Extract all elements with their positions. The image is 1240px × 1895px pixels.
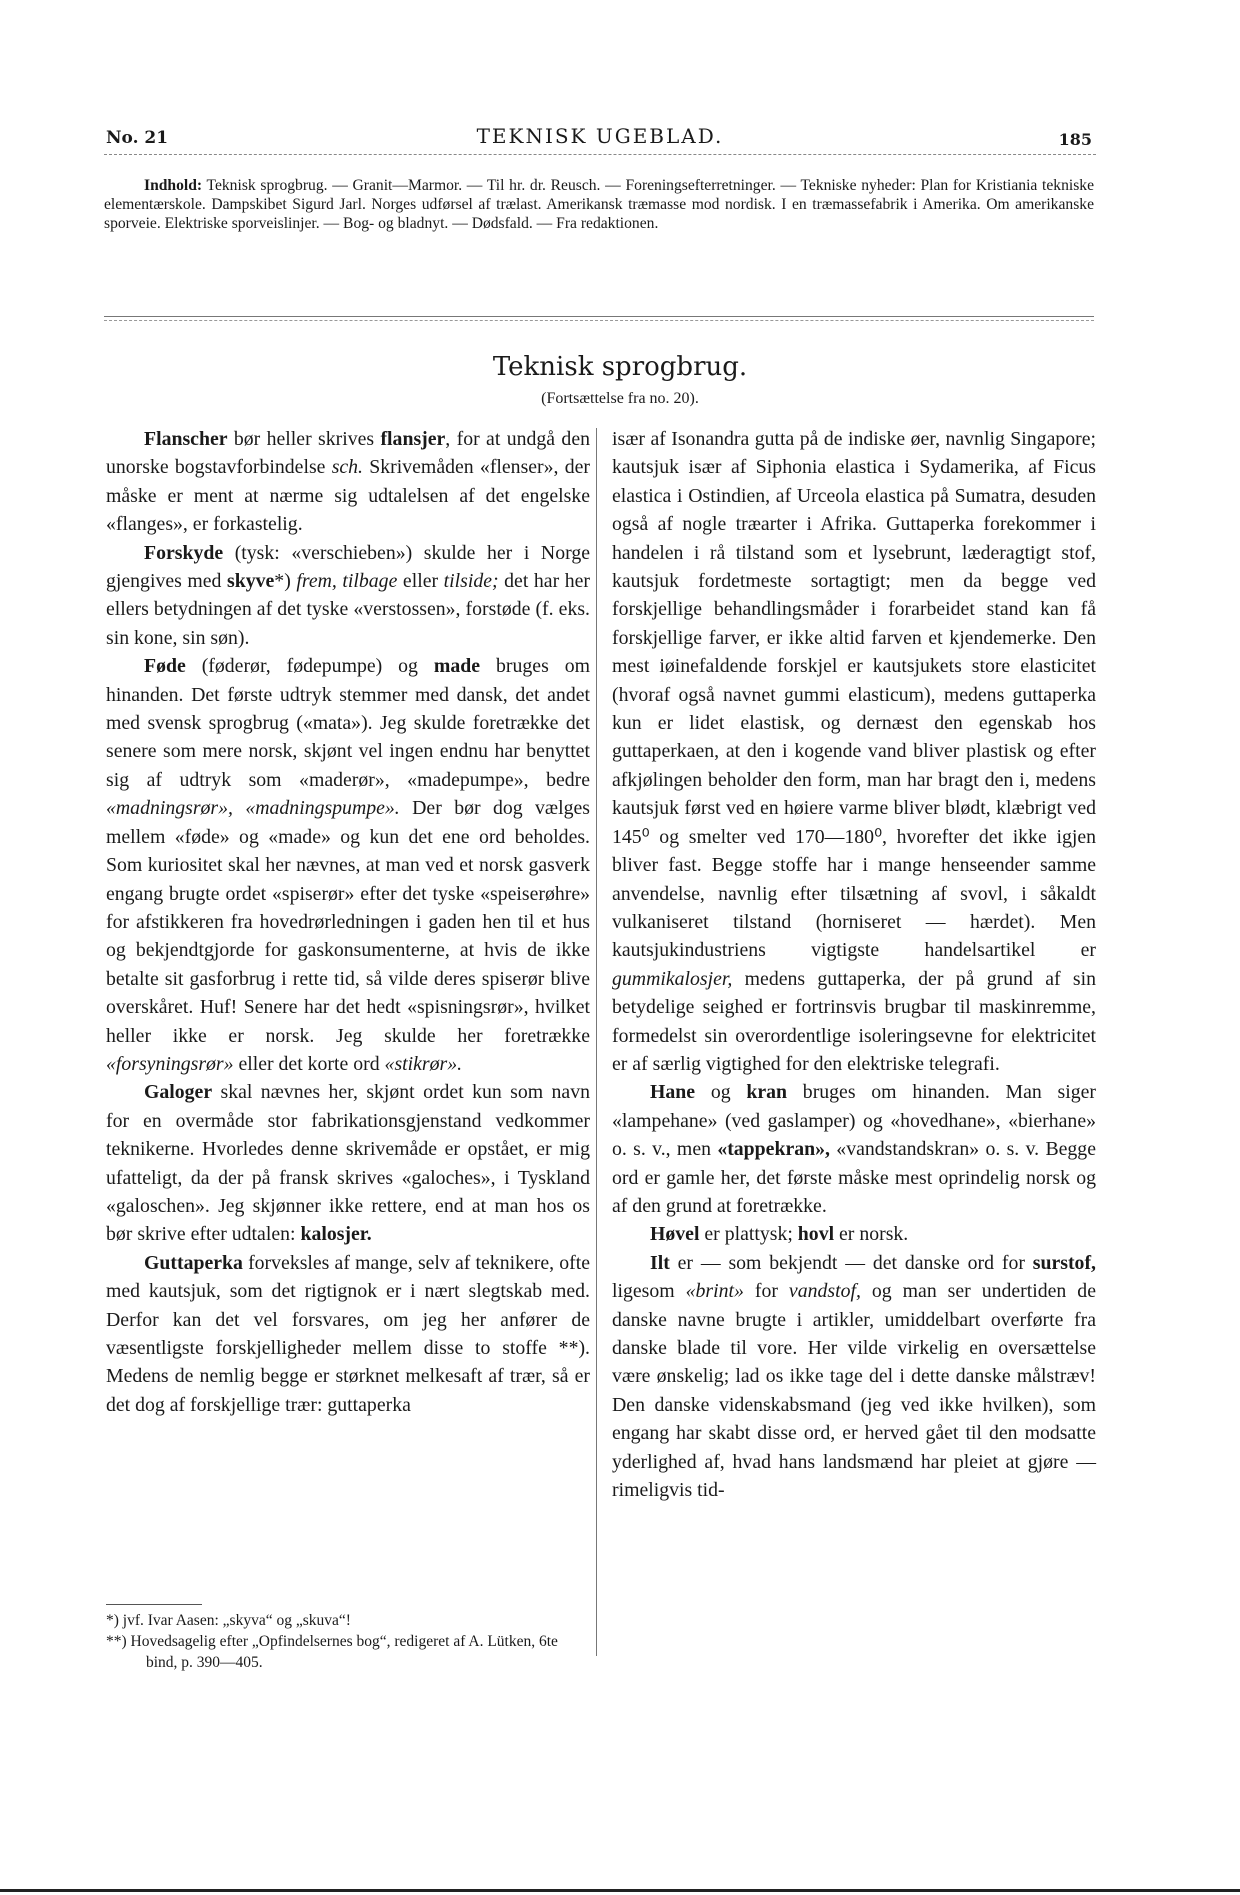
emphasis: vandstof, <box>788 1280 861 1303</box>
running-header <box>104 118 1096 152</box>
keyword: surstof, <box>1032 1251 1096 1274</box>
text-run: Der bør dog vælges mellem «føde» og «made» og kun det ene ord beholdes. Som kuriositet skal her nævnes, at man ved et norsk gasverk engang brugte ordet «spiserør» efter det tyske «speiserøhre» for afstikkeren fra hovedrørledningen i gaden hen til et hus og bekjendtgjorde for gaskonsumenterne, at hvis de ikke betalte sit gasforbrug i rette tid, så vilde deres spiserør blive overskåret. Huf! Senere har det hedt «spisningsrør», hvilket heller ikke er norsk. Jeg skulde her foretrække <box>106 797 590 1047</box>
text-run: (føderør, fødepumpe) og <box>185 655 434 678</box>
text-run: og man ser undertiden de danske navne brugte i artikler, umiddelbart overførte fra danske blade til vore. Her vilde virkelig en oversættelse være ønskelig; lad os ikke tage del i dette danske målstræv! Den danske videnskabsmand (jeg ved ikke hvilken), som engang har skabt disse ord, er herved gået til den modsatte yderlighed af, hvad hans landsmænd har pleiet at gjøre — rimeligvis tid- <box>612 1280 1096 1502</box>
header-rule <box>104 154 1096 155</box>
paragraph-flanscher <box>106 425 590 539</box>
keyword: kalosjer. <box>300 1223 372 1246</box>
journal-title: TEKNISK UGEBLAD. <box>476 124 724 148</box>
page-bottom-edge <box>0 1889 1240 1892</box>
column-divider <box>596 428 597 1656</box>
text-run: medens guttaperka, der på grund af sin betydelige seighed er fortrinsvis brugbar til maskinremme, formedelst sin overordentlige isoleringsevne for elektricitet er af særlig vigtighed for den elektriske telegrafi. <box>612 967 1096 1075</box>
text-run: især af Isonandra gutta på de indiske øer, navnlig Singapore; kautsjuk især af Siphonia elastica i Sydamerika, af Ficus elastica i Ostindien, af Urceola elastica på Sumatra, desuden også af nogle træarter i Afrika. Guttaperka forekommer i handelen i rå tilstand som et lysebrunt, læderagtigt stof, kautsjuk fordetmeste sortagtigt; men da begge ved forskjellige behandlingsmåder i forarbeidet stand kan få forskjellige farver, er ikke altid farven et kjendemerke. Den mest iøinefaldende forskjel er kautsjukets store elasticitet (hvoraf også navnet gummi elasticum), medens guttaperka kun er lidet elastisk, og dernæst den egenskab hos guttaperkaen, at den i kogende vand bliver plastisk og efter afkjølingen beholder den form, man har bragt den i, medens kautsjuk først ved en høiere varme bliver blødt, klæbrigt ved 145⁰ og smelter ved 170—180⁰, hvorefter det ikke igjen bliver fast. Begge stoffe har i mange henseender samme anvendelse, navnlig efter tilsætning af svovl, i såkaldt vulkaniseret tilstand (horniseret — hærdet). Men kautsjukindustriens vigtigste handelsartikel er <box>612 428 1096 962</box>
paragraph-galoger <box>106 1078 590 1248</box>
keyword: kran <box>746 1081 788 1104</box>
keyword: Galoger <box>144 1081 213 1104</box>
emphasis: «forsyningsrør» <box>106 1052 234 1075</box>
text-run: det har her ellers betydningen af det tyske «verstossen», forstøde (f. eks. sin kone, sin søn). <box>106 570 590 649</box>
paragraph-fode <box>106 652 590 1078</box>
text-run: eller det korte ord <box>233 1052 385 1075</box>
text-run: er — som bekjendt — det danske ord for <box>669 1251 1033 1274</box>
keyword: Føde <box>144 655 186 678</box>
paragraph-forskyde <box>106 539 590 653</box>
footnote-text: Hovedsagelig efter „Opfindelsernes bog“, redigeret af A. Lütken, 6te bind, p. 390—405. <box>130 1633 558 1671</box>
paragraph-guttaperka <box>106 1249 590 1419</box>
keyword: Flanscher <box>144 428 228 450</box>
emphasis: «madningsrør», «madningspumpe». <box>106 797 400 820</box>
paragraph-guttaperka-continued <box>612 425 1096 1078</box>
emphasis: gummikalosjer, <box>612 967 733 990</box>
keyword: hovl <box>797 1223 835 1246</box>
text-run: bruges om hinanden. Man siger «lampehane» (ved gaslamper) og «hovedhane», «bierhane» o. s. v., men <box>612 1081 1097 1161</box>
text-run: (tysk: «verschieben») skulde her i Norge gjengives med <box>106 541 590 593</box>
emphasis: frem, tilbage <box>296 570 398 593</box>
issue-number: No. 21 <box>106 128 169 148</box>
article-title: Teknisk sprogbrug. <box>492 352 748 382</box>
keyword: Forskyde <box>144 541 224 564</box>
paragraph-hovel <box>612 1220 1096 1248</box>
text-run: Skrivemåden «flenser», der måske er ment at nærme sig udtalelsen af det engelske «flanges», er forkastelig. <box>106 456 590 536</box>
footnote-mark: **) <box>106 1633 127 1650</box>
keyword: Hane <box>650 1081 696 1104</box>
paragraph-ilt <box>612 1249 1096 1505</box>
text-run: , for at undgå den unorske bogstavforbindelse <box>106 428 590 479</box>
keyword: Ilt <box>650 1251 670 1274</box>
right-column <box>612 425 1096 1504</box>
keyword: Guttaperka <box>144 1251 243 1274</box>
footnote <box>106 1631 590 1673</box>
text-run: ligesom <box>612 1280 686 1303</box>
footnote-mark: *) <box>106 1612 119 1629</box>
keyword: made <box>433 655 481 678</box>
emphasis: tilside; <box>443 570 499 593</box>
footnotes <box>106 1610 590 1673</box>
text-run: forveksles af mange, selv af teknikere, ofte med kautsjuk, som det rigtignok er i nært slegtskab med. Derfor kan det vel forsvares, om jeg her anfører de væsentligste forskjelligheder mellem disse to stoffe **). Medens de nemlig begge er størknet melkesaft af trær, så er det dog af forskjellige trær: guttaperka <box>106 1251 590 1416</box>
footnote-text: jvf. Ivar Aasen: „skyva“ og „skuva“! <box>122 1612 351 1629</box>
text-run: eller <box>397 570 444 593</box>
left-column <box>106 425 590 1419</box>
keyword: «tappekran», <box>717 1138 830 1161</box>
keyword: flansjer <box>380 428 446 450</box>
text-run: og <box>695 1081 747 1104</box>
text-run: skal nævnes her, skjønt ordet kun som navn for en overmåde stor fabrikationsgjenstand vedkommer teknikerne. Hvorledes denne skrivemåde er opstået, er mig ufatteligt, da der på fransk skrives «galoches», i Tyskland «galoschen». Jeg skjønner ikke rettere, end at man hos os bør skrive efter udtalen: <box>106 1081 590 1246</box>
page-number: 185 <box>1058 130 1092 149</box>
article-subtitle: (Fortsættelse fra no. 20). <box>541 390 699 407</box>
table-of-contents <box>104 176 1094 233</box>
text-run: bør heller skrives <box>227 428 381 450</box>
text-run: er norsk. <box>834 1223 909 1246</box>
paragraph-hane <box>612 1078 1096 1220</box>
emphasis: sch. <box>331 456 364 479</box>
text-run: *) <box>274 570 297 593</box>
emphasis: «stikrør». <box>384 1052 463 1075</box>
footnote <box>106 1610 590 1631</box>
section-rule <box>104 316 1094 321</box>
text-run: er plattysk; <box>699 1223 798 1246</box>
keyword: skyve <box>227 570 275 593</box>
text-run: «vandstandskran» o. s. v. Begge ord er gamle her, det første måske mest oprindelig norsk og af den grund at foretrække. <box>612 1138 1096 1217</box>
footnote-rule <box>106 1604 202 1605</box>
keyword: Høvel <box>650 1223 700 1246</box>
text-run: for <box>743 1280 789 1303</box>
emphasis: «brint» <box>685 1280 744 1303</box>
text-run: bruges om hinanden. Det første udtryk stemmer med dansk, det andet med svensk sprogbrug («mata»). Jeg skulde foretrække det senere som mere norsk, skjønt vel ingen endnu har benyttet sig af udtryk som «maderør», «madepumpe», bedre <box>106 655 591 791</box>
toc-text: Teknisk sprogbrug. — Granit—Marmor. — Til hr. dr. Reusch. — Foreningsefterretninger. — Tekniske nyheder: Plan for Kristiania tekniske elementærskole. Dampskibet Sigurd Jarl. Norges udførsel af trælast. Amerikansk træmasse mod nordisk. I en træmassefabrik i Amerika. Om amerikanske sporveie. Elektriske sporveislinjer. — Bog- og bladnyt. — Dødsfald. — Fra redaktionen. <box>104 177 1094 232</box>
toc-label: Indhold: <box>144 177 203 194</box>
